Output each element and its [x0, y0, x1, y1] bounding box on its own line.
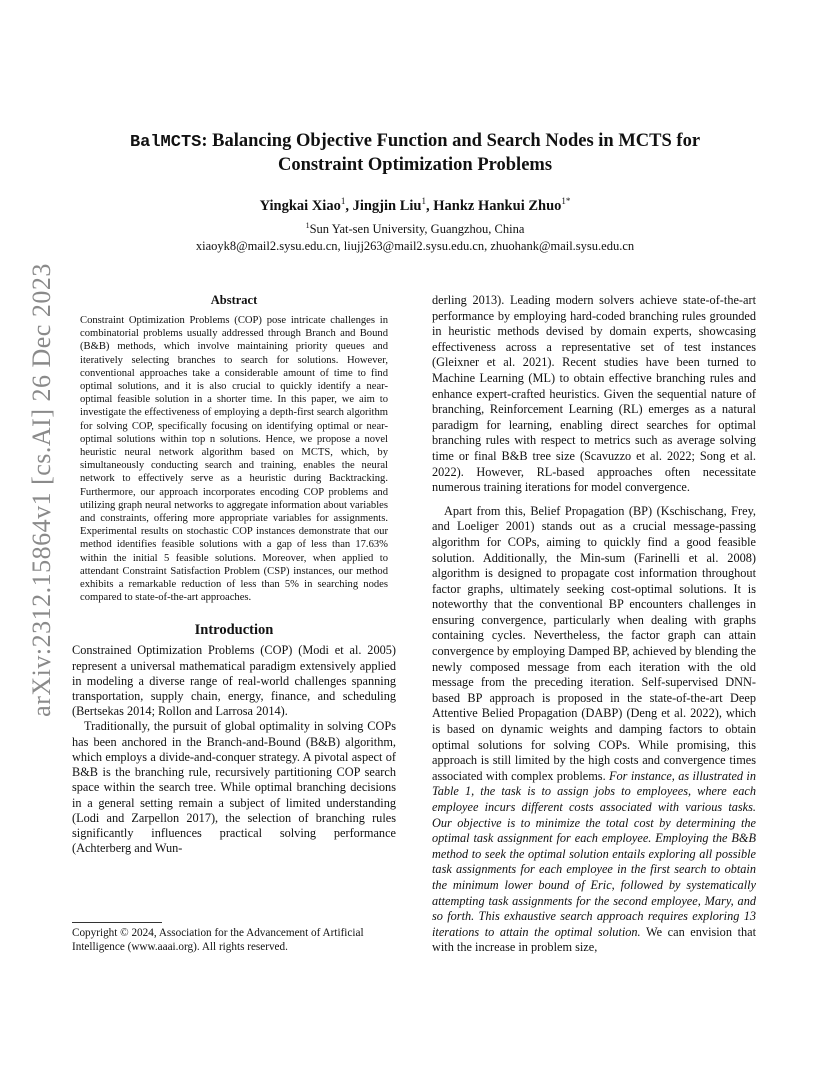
title-line-2: Constraint Optimization Problems [277, 155, 553, 175]
author-name: Yingkai Xiao [259, 197, 341, 214]
example-italic-text: For instance, as illustrated in Table 1, the task is to assign jobs to employees, where each employee incurs different costs associated with various tasks. Our objective is to minimize the total cost by determining the optimal task assignment for each employee. Employing the B&B method to seek the optimal solution entails exploring all possible task assignments for each employee in the first search to obtain the minimum lower bound of Eric, followed by systematically attempting task assignments for the second employee, Mary, and so forth. This exhaustive search approach requires exploring 13 iterations to attain the optimal solution. [432, 768, 756, 939]
bp-text: Apart from this, Belief Propagation (BP) (Kschischang, Frey, and Loeliger 2001) stands out as a crucial message-passing algorithm for COPs, aiming to quickly find a good feasible solution. Additionally, the Min-sum (Farinelli et al. 2008) algorithm is designed to propagate cost information throughout factor graphs, ultimately seeking cost-optimal solutions. It is noteworthy that the conventional BP encounters challenges in ensuring convergence, particularly when dealing with graphs containing cycles. Nevertheless, the factor graph can attain convergence by employing Damped BP, achieved by blending the newly composed message from each iteration with the old message from the preceding iteration. Self-supervised DNN-based BP approach is proposed in the state-of-the-art Deep Attentive Belied Propagation (DABP) (Deng et al. 2022), which is based on dynamic weights and damping factors to obtain optimal solutions for solving COPs. While promising, this approach is still limited by the high costs and convergence times associated with complex problems. [432, 503, 756, 783]
intro-paragraph-1: Constrained Optimization Problems (COP) (Modi et al. 2005) represent a universal mathematical paradigm extensively applied in modeling a diverse range of real-world challenges spanning transportation, supply chain, energy, finance, and scheduling (Bertsekas 2014; Rollon and Larrosa 2014). [72, 643, 396, 719]
affiliation-text: Sun Yat-sen University, Guangzhou, China [309, 221, 525, 236]
title-line-1: : Balancing Objective Function and Search Nodes in MCTS for [201, 131, 701, 151]
author-affil-mark: 1* [561, 196, 571, 206]
method-name: BalMCTS [129, 133, 202, 152]
abstract-heading: Abstract [210, 293, 258, 307]
author-affil-mark: 1 [340, 196, 346, 206]
abstract-text: Constraint Optimization Problems (COP) pose intricate challenges in combinatorial problems usually addressed through Branch and Bound (B&B) methods, which involve maintaining priority queues and iteratively selecting branches to search for solutions. However, conventional approaches take a considerable amount of time to find optimal solutions, and it is also crucial to quickly identify a near-optimal feasible solution in a shorter time. In this paper, we aim to investigate the effectiveness of employing a depth-first search algorithm for solving COP, specifically focusing on identifying optimal or near-optimal solutions within top n solutions. Hence, we propose a novel heuristic neural network algorithm based on MCTS, which, by simultaneously conducting search and training, enables the neural network to effectively serve as a heuristic during Backtracking. Furthermore, our approach incorporates encoding COP problems and utilizing graph neural networks to aggregate information about variables and constraints, offering more appropriate variables for assignments. Experimental results on stochastic COP instances demonstrate that our method identifies feasible solutions with a gap of less than 17.63% within the initial 5 feasible solutions. Moreover, when applied to attendant Constraint Satisfaction Problem (CSP) instances, our method exhibits a remarkable reduction of less than 5% in searching nodes compared to state-of-the-art approaches. [80, 315, 388, 604]
author-list: Yingkai Xiao$^1$, Jingjin Liu$^1$, Hankz Hankui Zhuo$^{1*}$ [259, 196, 571, 214]
author-affil-mark: 1 [421, 196, 426, 206]
paper-title [70, 130, 760, 176]
right-paragraph-2 [432, 504, 756, 956]
author-emails: xiaoyk8@mail2.sysu.edu.cn, liujj263@mail2.sysu.edu.cn, zhuohank@mail.sysu.edu.cn [195, 238, 635, 253]
copyright-footnote [72, 922, 396, 954]
intro-paragraph-2: Traditionally, the pursuit of global optimality in solving COPs has been anchored in the Branch-and-Bound (B&B) algorithm, which employs a divide-and-conquer strategy. A pivotal aspect of B&B is the branching rule, recursively partitioning COP search space within the search tree. While optimal branching decisions in a general setting remain a subject of limited understanding (Lodi and Zarpellon 2017), the selection of branching rules significantly influences practical solving performance (Achterberg and Wun- [72, 719, 396, 856]
author-name: Jingjin Liu [352, 197, 422, 214]
arxiv-identifier [22, 263, 62, 717]
affiliation-mark: 1 [305, 220, 310, 230]
footnote-rule [72, 922, 162, 923]
paper-header [70, 130, 760, 254]
paragraph-tail: We can envision that with the increase in problem size, [432, 924, 757, 955]
right-column [432, 293, 756, 956]
copyright-text: Copyright © 2024, Association for the Advancement of Artificial Intelligence (www.aaai.org). All rights reserved. [72, 927, 364, 953]
left-column [72, 293, 396, 856]
author-name: Hankz Hankui Zhuo [433, 197, 562, 214]
arxiv-identifier-text: arXiv:2312.15864v1 [cs.AI] 26 Dec 2023 [27, 263, 56, 717]
affiliation [70, 221, 760, 237]
introduction-heading: Introduction [194, 622, 274, 639]
right-paragraph-1: derling 2013). Leading modern solvers achieve state-of-the-art performance by employing hard-coded branching rules grounded in heuristic methods devised by domain experts, showcasing effectiveness across a representative set of test instances (Gleixner et al. 2021). Recent studies have been turned to Machine Learning (ML) to obtain effective branching rules and enhance expert-crafted heuristics. Given the sequential nature of branching, Reinforcement Learning (RL) emerges as a natural paradigm for learning, enabling direct searches for optimal branching rules with respect to metrics such as average solving time or final B&B tree size (Scavuzzo et al. 2022; Song et al. 2022). However, RL-based approaches often necessitate numerous training iterations for model convergence. [432, 293, 756, 495]
